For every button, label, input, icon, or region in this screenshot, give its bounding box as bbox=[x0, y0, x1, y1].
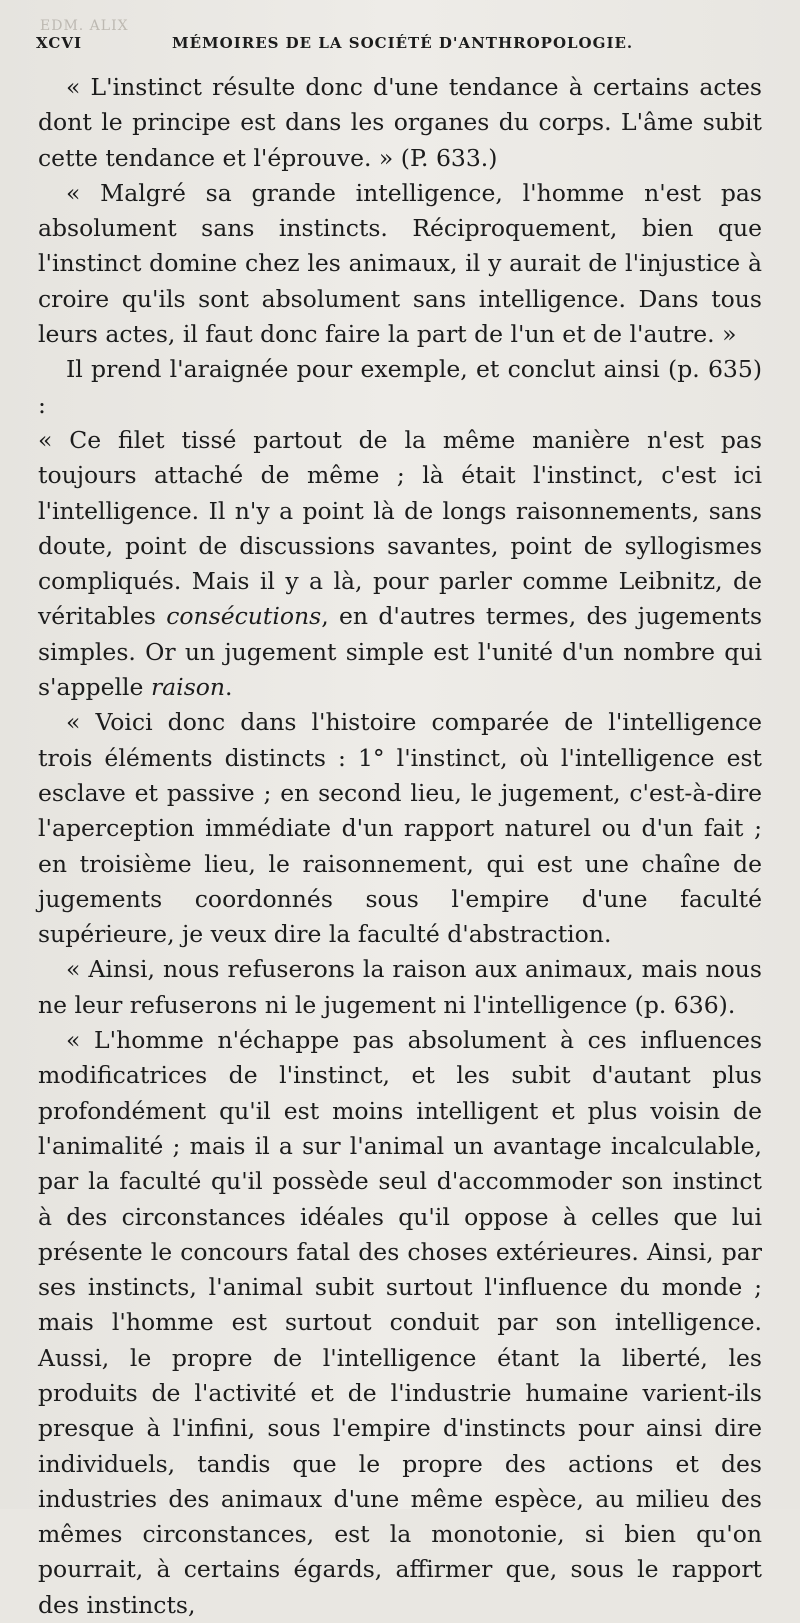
paragraph: « Malgré sa grande intelligence, l'homme n'est pas absolument sans instincts. Réciproquement, bien que l'instinct domine chez les animaux, il y aurait de l'injustice à croire qu'ils sont absolument sans intelligence. Dans tous leurs actes, il faut donc faire la part de l'un et de l'autre. » bbox=[38, 178, 762, 349]
italic-term: consécutions bbox=[166, 602, 322, 631]
running-title: MÉMOIRES DE LA SOCIÉTÉ D'ANTHROPOLOGIE. bbox=[172, 34, 634, 52]
paragraph: « L'instinct résulte donc d'une tendance à certains actes dont le principe est dans les organes du corps. L'âme subit cette tendance et l'éprouve. » (P. 633.) bbox=[38, 73, 762, 172]
paragraph: « Voici donc dans l'histoire comparée de l'intelligence trois éléments distincts : 1° l'instinct, où l'intelligence est esclave et passive ; en second lieu, le jugement, c'est-à-dire l'aperception immédiate d'un rapport naturel ou d'un fait ; en troisième lieu, le raisonnement, qui est une chaîne de jugements coordonnés sous l'empire d'une faculté supérieure, je veux dire la faculté d'abstraction. bbox=[38, 708, 762, 949]
page-header bbox=[36, 34, 776, 60]
paragraph: « L'homme n'échappe pas absolument à ces influences modificatrices de l'instinct, et les subit d'autant plus profondément qu'il est moins intelligent et plus voisin de l'animalité ; mais il a sur l'animal un avantage incalculable, par la faculté qu'il possède seul d'accommoder son instinct à des circonstances idéales qu'il oppose à celles que lui présente le concours fatal des choses extérieures. Ainsi, par ses instincts, l'animal subit surtout l'influence du monde ; mais l'homme est surtout conduit par son intelligence. Aussi, le propre de l'intelligence étant la liberté, les produits de l'activité et de l'industrie humaine varient-ils presque à l'infini, sous l'empire d'instincts pour ainsi dire individuels, tandis que le propre des actions et des industries des animaux d'une même espèce, au milieu des mêmes circonstances, est la monotonie, si bien qu'on pourrait, à certains égards, affirmer que, sous le rapport des instincts, bbox=[38, 1026, 762, 1619]
text-run: « Ce filet tissé partout de la même manière n'est pas toujours attaché de même ; là était l'instinct, c'est ici l'intelligence. Il n'y a point là de longs raisonnements, sans doute, point de discussions savantes, point de syllogismes compliqués. Mais il y a là, pour parler comme Leibnitz, de véritables bbox=[38, 425, 762, 631]
text-run: . bbox=[225, 673, 233, 702]
bleed-through-text: EDM. ALIX bbox=[40, 18, 129, 34]
text-run: , en d'autres termes, des jugements simples. Or un jugement simple est l'unité d'un nombre qui s'appelle bbox=[38, 602, 763, 702]
italic-term: raison bbox=[150, 673, 226, 702]
paragraph bbox=[38, 423, 762, 705]
body-text bbox=[38, 70, 762, 1623]
paragraph: Il prend l'araignée pour exemple, et conclut ainsi (p. 635) : bbox=[38, 355, 762, 419]
paragraph: « Ainsi, nous refuserons la raison aux animaux, mais nous ne leur refuserons ni le jugement ni l'intelligence (p. 636). bbox=[38, 955, 762, 1019]
page-number: XCVI bbox=[36, 34, 82, 52]
